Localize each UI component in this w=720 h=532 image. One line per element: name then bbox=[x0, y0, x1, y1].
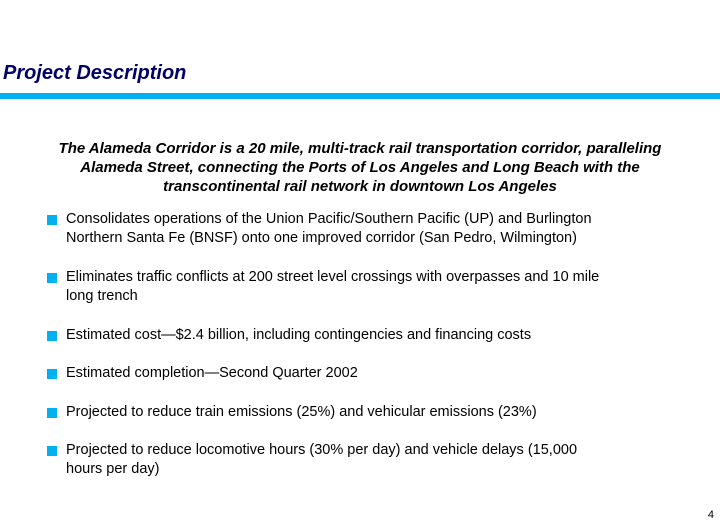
square-bullet-icon bbox=[47, 215, 57, 225]
square-bullet-icon bbox=[47, 273, 57, 283]
square-bullet-icon bbox=[47, 331, 57, 341]
page-number: 4 bbox=[707, 509, 714, 521]
square-bullet-icon bbox=[47, 369, 57, 379]
bullet-item-completion bbox=[47, 364, 667, 383]
bullet-text: Consolidates operations of the Union Pacific/Southern Pacific (UP) and Burlington Northern Santa Fe (BNSF) onto one improved corridor (San Pedro, Wilmington) bbox=[66, 211, 592, 246]
bullet-item-traffic bbox=[47, 268, 667, 306]
bullet-text: Projected to reduce train emissions (25%) and vehicular emissions (23%) bbox=[66, 404, 537, 420]
bullet-item-emissions bbox=[47, 403, 667, 422]
square-bullet-icon bbox=[47, 446, 57, 456]
slide-title: Project Description bbox=[3, 62, 187, 84]
intro-paragraph: The Alameda Corridor is a 20 mile, multi-track rail transportation corridor, paralleling Alameda Street, connecting the Ports of Los Angeles and Long Beach with the transcontinental rail network in downtown Los Angeles bbox=[58, 140, 662, 195]
bullet-text: Projected to reduce locomotive hours (30% per day) and vehicle delays (15,000 hours per day) bbox=[66, 442, 578, 477]
bullet-item-cost bbox=[47, 326, 667, 345]
bullet-item-operations bbox=[47, 210, 667, 248]
bullet-item-delays bbox=[47, 441, 667, 479]
bullet-text: Estimated completion—Second Quarter 2002 bbox=[66, 365, 358, 381]
square-bullet-icon bbox=[47, 408, 57, 418]
bullet-text: Eliminates traffic conflicts at 200 street level crossings with overpasses and 10 mile long trench bbox=[66, 269, 600, 304]
bullet-text: Estimated cost—$2.4 billion, including contingencies and financing costs bbox=[66, 327, 532, 343]
